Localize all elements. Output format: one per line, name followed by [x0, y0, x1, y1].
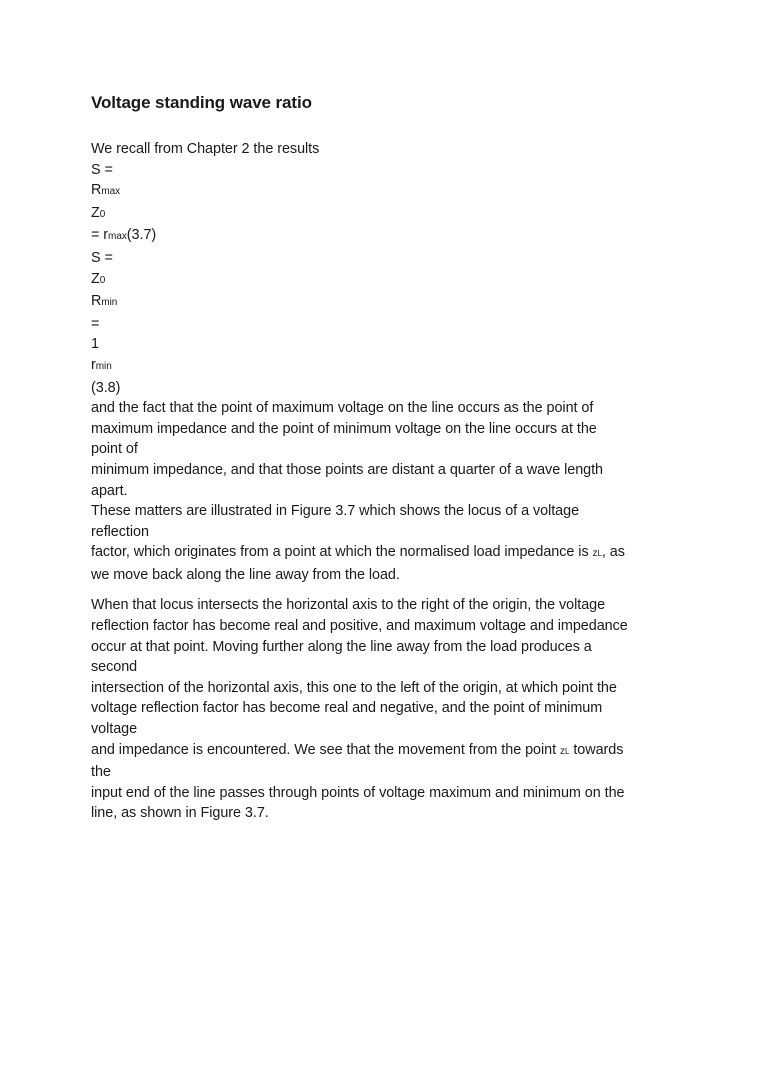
para1-line-8 [91, 542, 691, 565]
para2-line-1: When that locus intersects the horizontal axis to the right of the origin, the voltage [91, 597, 606, 614]
eq-rmin-subscript: min [101, 297, 118, 309]
para2-line-8-text: and impedance is encountered. We see that the movement from the point [91, 741, 561, 758]
document-page [91, 92, 691, 824]
para1-line-6: These matters are illustrated in Figure 3.7 which shows the locus of a voltage [91, 503, 580, 520]
para1-line-8-text: factor, which originates from a point at which the normalised load impedance is [91, 544, 593, 561]
eq-s-1: S = [91, 161, 113, 178]
para2-line-3: occur at that point. Moving further along the line away from the load produces a [91, 638, 592, 655]
eq-s-2: S = [91, 249, 113, 266]
para1-line-7: reflection [91, 523, 149, 540]
eq-z0-a-symbol: Z [91, 204, 100, 221]
para1-line-4: minimum impedance, and that those points are distant a quarter of a wave length [91, 461, 604, 478]
para2-line-7: voltage [91, 721, 138, 738]
eq-3-7-prefix: = r [91, 227, 109, 244]
eq-one: 1 [91, 336, 99, 353]
eq-z0-b-subscript: 0 [99, 274, 106, 286]
para1-zl-subscript: L [597, 549, 602, 559]
para2-line-8 [91, 740, 691, 763]
para1-zl-symbol: z [592, 548, 598, 560]
eq-rmax [91, 180, 691, 203]
eq-z0-b [91, 269, 691, 292]
intro-line: We recall from Chapter 2 the results [91, 141, 320, 157]
para1-line-1: and the fact that the point of maximum voltage on the line occurs as the point of [91, 400, 594, 417]
eq-rmin-lower-subscript: min [95, 360, 112, 372]
para2-line-10: input end of the line passes through points of voltage maximum and minimum on the [91, 784, 625, 801]
para2-zl-subscript: L [564, 746, 570, 756]
para2-line-4: second [91, 659, 138, 676]
para2-line-9: the [91, 764, 111, 781]
para2-line-11: line, as shown in Figure 3.7. [91, 805, 269, 822]
para2-line-8-tail: towards [569, 741, 624, 758]
para1-line-8-tail: , as [601, 544, 625, 561]
eq-rmin-lower [91, 355, 691, 378]
eq-z0-a-subscript: 0 [99, 208, 106, 220]
eq-3-7-line [91, 225, 691, 248]
para2-line-5: intersection of the horizontal axis, this one to the left of the origin, at which point the [91, 679, 617, 696]
eq-3-7-number: (3.7) [126, 227, 157, 244]
paragraph-gap [91, 585, 691, 595]
para1-line-3: point of [91, 441, 138, 458]
eq-rmax-symbol: R [91, 182, 102, 199]
eq-rmin [91, 291, 691, 314]
paragraph-1 [91, 398, 691, 585]
para2-zl-symbol: z [560, 745, 565, 757]
eq-3-8-number: (3.8) [91, 379, 121, 396]
eq-rmin-symbol: R [91, 293, 102, 310]
eq-rmax-subscript: max [101, 186, 121, 198]
eq-z0-a [91, 203, 691, 226]
eq-3-7-subscript: max [108, 231, 127, 243]
para2-line-6: voltage reflection factor has become real and negative, and the point of minimum [91, 700, 603, 717]
section-title: Voltage standing wave ratio [91, 93, 312, 112]
eq-rmin-lower-symbol: r [91, 356, 96, 373]
para1-line-2: maximum impedance and the point of minimum voltage on the line occurs at the [91, 420, 597, 437]
para1-line-9: we move back along the line away from the load. [91, 566, 400, 583]
eq-z0-b-symbol: Z [91, 270, 100, 287]
equations-block [91, 139, 691, 398]
para2-line-2: reflection factor has become real and positive, and maximum voltage and impedance [91, 618, 628, 635]
paragraph-2 [91, 595, 691, 824]
eq-equals: = [91, 315, 100, 332]
para1-line-5: apart. [91, 482, 128, 499]
